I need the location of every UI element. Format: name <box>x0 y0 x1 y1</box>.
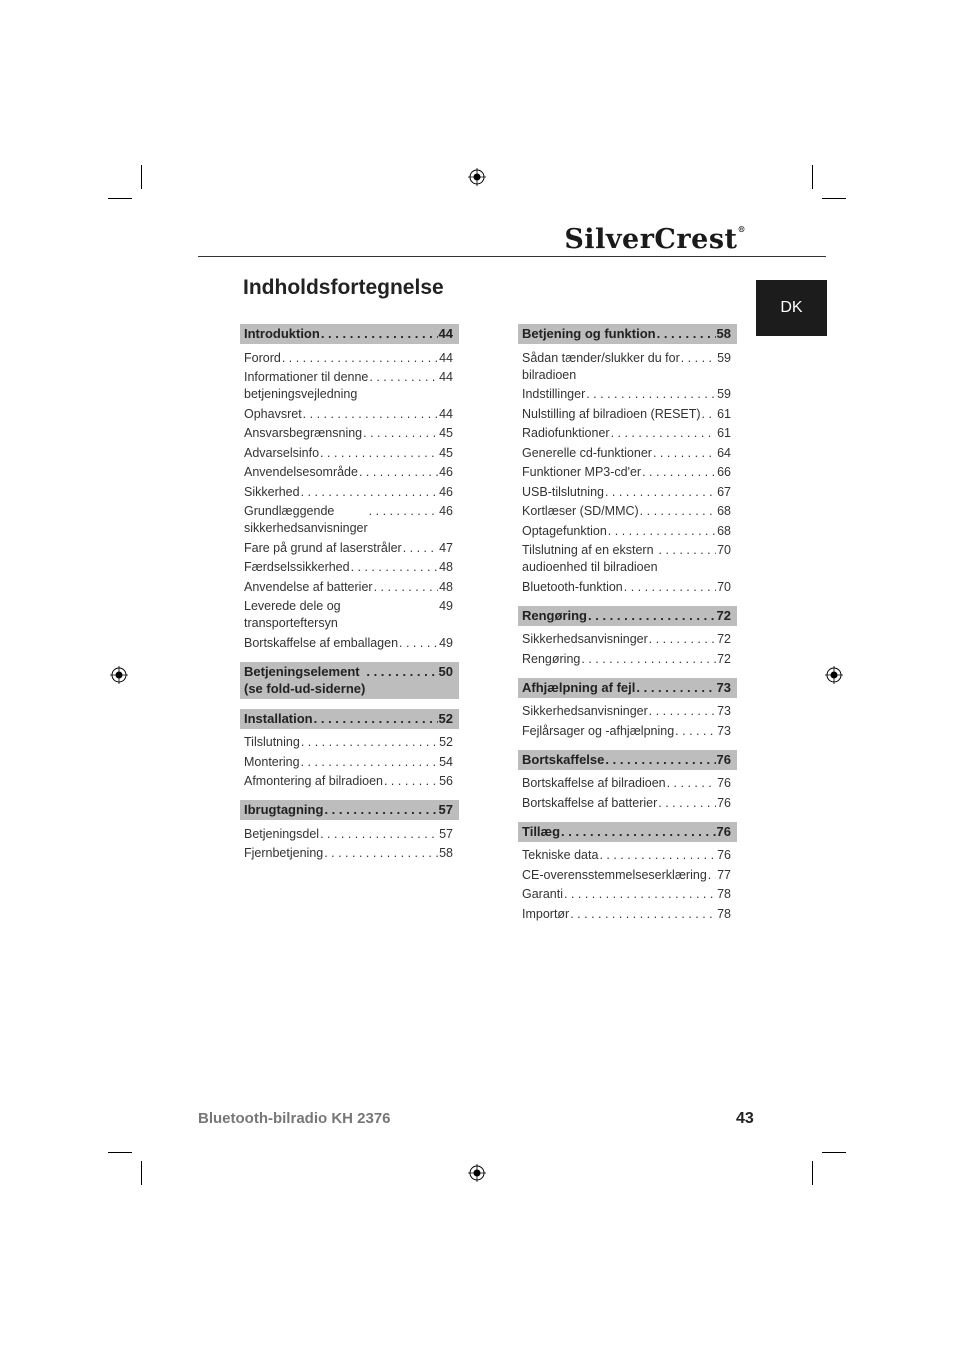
toc-section-header <box>518 678 737 698</box>
toc-entry <box>244 503 453 537</box>
crop-mark <box>108 198 132 199</box>
toc-entry <box>244 635 453 652</box>
toc-label: Bortskaffelse <box>522 751 605 767</box>
toc-section-title-row <box>522 751 731 768</box>
toc-entry <box>244 579 453 596</box>
toc-label: Montering <box>244 754 300 769</box>
toc-section-title-row <box>522 325 731 342</box>
toc-label: Ophavsret <box>244 406 302 421</box>
toc-page: 73 <box>717 723 731 738</box>
dot-leader <box>658 795 716 812</box>
toc-page: 61 <box>717 426 731 440</box>
toc-label: Informationer til denne betjeningsvejledning <box>244 370 369 401</box>
toc-section-title-row <box>244 663 453 697</box>
toc-label: Anvendelsesområde <box>244 465 358 479</box>
toc-entry <box>244 540 453 557</box>
toc-page: 61 <box>717 406 731 421</box>
toc-entry <box>522 406 731 423</box>
brand-silver: Silver <box>564 224 655 255</box>
toc-entry <box>244 445 453 462</box>
dot-leader <box>570 906 716 923</box>
dot-leader <box>366 663 437 697</box>
dot-leader <box>667 775 716 792</box>
toc-entry <box>522 425 731 442</box>
toc-page: 44 <box>439 370 453 384</box>
toc-page: 64 <box>717 445 731 460</box>
toc-page: 76 <box>717 795 731 810</box>
toc-page: 66 <box>717 465 731 479</box>
dot-leader <box>640 503 716 520</box>
toc-page: 76 <box>716 751 731 767</box>
toc-entry <box>522 523 731 540</box>
dot-leader <box>657 325 716 342</box>
toc-entries <box>240 820 459 862</box>
toc-label: Tillæg <box>522 823 561 839</box>
toc-entry <box>244 826 453 843</box>
toc-label: Rengøring <box>522 607 587 623</box>
toc-page: 73 <box>716 679 731 695</box>
crop-mark <box>812 1161 813 1185</box>
toc-entry <box>522 906 731 923</box>
toc-label: Ansvarsbegrænsning <box>244 426 363 440</box>
toc-entry <box>522 775 731 792</box>
toc-label: Fjernbetjening <box>244 846 324 860</box>
toc-entry <box>522 723 731 740</box>
dot-leader <box>351 559 439 576</box>
toc-entry <box>244 484 453 501</box>
toc-label: Radiofunktioner <box>522 426 610 440</box>
toc-entry <box>522 445 731 462</box>
crop-mark <box>108 1152 132 1153</box>
toc-label: Ibrugtagning <box>244 802 324 817</box>
toc-label: Tekniske data <box>522 848 599 862</box>
toc-entries <box>518 842 737 923</box>
toc-page: 77 <box>717 867 731 882</box>
toc-page: 58 <box>439 846 453 860</box>
toc-entry <box>244 406 453 423</box>
toc-column-left <box>240 324 459 872</box>
toc-page: 73 <box>717 704 731 718</box>
dot-leader <box>399 635 438 652</box>
toc-label: Indstillinger <box>522 387 586 401</box>
dot-leader <box>611 425 717 442</box>
dot-leader <box>653 445 716 462</box>
toc-label: Generelle cd-funktioner <box>522 445 652 460</box>
toc-page: 52 <box>439 735 453 749</box>
dot-leader <box>649 631 716 648</box>
toc-section <box>518 606 737 668</box>
brand-registered: ® <box>737 224 746 234</box>
toc-section <box>518 750 737 812</box>
toc-entry <box>522 631 731 648</box>
toc-page: 72 <box>717 651 731 666</box>
toc-page: 70 <box>717 579 731 594</box>
toc-page: 59 <box>717 387 731 401</box>
toc-entries <box>518 626 737 668</box>
registration-mark-icon <box>468 1164 486 1182</box>
toc-label: Fejlårsager og -afhjælpning <box>522 723 675 738</box>
dot-leader <box>624 579 716 596</box>
toc-label: USB-tilslutning <box>522 484 604 499</box>
dot-leader <box>320 445 438 462</box>
dot-leader <box>321 325 438 342</box>
dot-leader <box>681 350 716 384</box>
toc-page: 68 <box>717 504 731 518</box>
toc-entry <box>244 773 453 790</box>
dot-leader <box>608 523 716 540</box>
brand-crest: Crest <box>654 224 738 255</box>
toc-label: CE-overensstemmelseserklæring <box>522 867 707 882</box>
dot-leader <box>301 734 438 751</box>
toc-page: 78 <box>717 906 731 921</box>
dot-leader <box>599 847 716 864</box>
page-title: Indholdsfortegnelse <box>243 276 444 299</box>
toc-label: Rengøring <box>522 651 581 666</box>
toc-label: Anvendelse af batterier <box>244 579 373 594</box>
toc-label: Garanti <box>522 887 563 901</box>
toc-page: 76 <box>717 776 731 790</box>
toc-page: 49 <box>439 599 453 613</box>
toc-entries <box>518 698 737 740</box>
toc-page: 48 <box>439 560 453 574</box>
toc-page: 49 <box>439 635 453 650</box>
crop-mark <box>141 165 142 189</box>
toc-label: Forord <box>244 350 281 365</box>
dot-leader <box>324 801 437 818</box>
toc-label: Grundlæggende sikkerhedsanvisninger <box>244 504 368 535</box>
toc-label: Bortskaffelse af batterier <box>522 795 658 810</box>
toc-page: 54 <box>439 754 453 769</box>
dot-leader <box>282 350 438 367</box>
toc-page: 48 <box>439 579 453 594</box>
toc-label: Bortskaffelse af bilradioen <box>522 776 666 790</box>
toc-entry <box>522 579 731 596</box>
toc-section-title-row <box>244 325 453 342</box>
toc-entry <box>244 350 453 367</box>
dot-leader <box>586 386 716 403</box>
dot-leader <box>324 845 438 862</box>
toc-section <box>518 678 737 740</box>
dot-leader <box>564 886 716 903</box>
toc-entry <box>244 559 453 576</box>
toc-page: 46 <box>439 504 453 518</box>
toc-section-header <box>240 324 459 344</box>
toc-column-right <box>518 324 737 933</box>
toc-label: Afmontering af bilradioen <box>244 774 383 788</box>
toc-page: 78 <box>717 887 731 901</box>
toc-entry <box>522 503 731 520</box>
toc-section-title-row <box>244 710 453 727</box>
toc-entry <box>244 598 453 632</box>
toc-label: Bortskaffelse af emballagen <box>244 635 399 650</box>
toc-section-title-row <box>522 607 731 624</box>
toc-page: 52 <box>438 710 453 726</box>
toc-label: Tilslutning <box>244 735 300 749</box>
toc-entries <box>518 344 737 596</box>
toc-label: Introduktion <box>244 326 320 341</box>
dot-leader <box>649 703 716 720</box>
toc-page: 50 <box>438 663 453 679</box>
crop-mark <box>822 198 846 199</box>
toc-section <box>240 662 459 699</box>
crop-mark <box>812 165 813 189</box>
toc-label: Importør <box>522 906 570 921</box>
toc-section-header <box>518 606 737 626</box>
dot-leader <box>301 754 439 771</box>
toc-label: Kortlæser (SD/MMC) <box>522 504 639 518</box>
toc-label: Leverede dele og transporteftersyn <box>244 599 341 630</box>
toc-label: Installation <box>244 710 313 726</box>
dot-leader <box>702 406 717 423</box>
toc-section <box>518 324 737 596</box>
toc-page: 57 <box>438 802 453 817</box>
dot-leader <box>642 464 716 481</box>
toc-page: 59 <box>717 350 731 365</box>
toc-page: 76 <box>716 823 731 839</box>
toc-entry <box>244 754 453 771</box>
toc-entry <box>244 845 453 862</box>
toc-label: Sikkerhedsanvisninger <box>522 632 648 646</box>
toc-entry <box>522 484 731 501</box>
toc-label: Fare på grund af laserstråler <box>244 540 402 555</box>
toc-entry <box>522 386 731 403</box>
toc-page: 45 <box>439 426 453 440</box>
toc-section <box>240 324 459 652</box>
dot-leader <box>605 751 715 768</box>
toc-label: Betjening og funktion <box>522 326 656 341</box>
toc-label: Tilslutning af en ekstern audioenhed til bilradioen <box>522 543 658 574</box>
toc-page: 46 <box>439 465 453 479</box>
toc-section-header <box>240 662 459 699</box>
toc-page: 57 <box>439 826 453 841</box>
footer-product-title: Bluetooth-bilradio KH 2376 <box>198 1110 391 1127</box>
toc-section-header <box>240 709 459 729</box>
toc-entry <box>522 350 731 384</box>
toc-section-title-row <box>244 801 453 818</box>
toc-section-header <box>518 750 737 770</box>
toc-entry <box>522 886 731 903</box>
toc-section-title-row <box>522 823 731 840</box>
toc-entry <box>244 734 453 751</box>
crop-mark <box>822 1152 846 1153</box>
toc-entry <box>522 542 731 576</box>
dot-leader <box>359 464 438 481</box>
toc-entry <box>522 651 731 668</box>
header-rule <box>198 256 826 257</box>
dot-leader <box>369 503 438 537</box>
toc-label: Funktioner MP3-cd'er <box>522 465 642 479</box>
toc-entry <box>522 795 731 812</box>
toc-entry <box>244 425 453 442</box>
toc-entry <box>522 867 731 884</box>
toc-entry <box>522 703 731 720</box>
dot-leader <box>303 406 438 423</box>
dot-leader <box>708 867 716 884</box>
dot-leader <box>561 823 715 840</box>
registration-mark-icon <box>468 168 486 186</box>
toc-entry <box>244 369 453 403</box>
toc-section-title-row <box>522 679 731 696</box>
toc-label: Afhjælpning af fejl <box>522 679 636 695</box>
toc-page: 45 <box>439 445 453 460</box>
toc-label: Sikkerhed <box>244 484 300 499</box>
brand-logo <box>564 224 746 255</box>
dot-leader <box>588 607 716 624</box>
registration-mark-icon <box>110 666 128 684</box>
toc-section <box>240 709 459 791</box>
dot-leader <box>314 710 438 727</box>
toc-page: 44 <box>439 406 453 421</box>
toc-page: 70 <box>717 543 731 557</box>
language-tab: DK <box>756 280 827 336</box>
toc-section-header <box>240 800 459 820</box>
toc-page: 44 <box>439 350 453 365</box>
dot-leader <box>659 542 717 576</box>
toc-page: 58 <box>716 326 731 341</box>
dot-leader <box>605 484 716 501</box>
toc-label: Betjeningselement (se fold-ud-siderne) <box>244 663 366 696</box>
crop-mark <box>141 1161 142 1185</box>
toc-page: 47 <box>439 540 453 555</box>
toc-label: Nulstilling af bilradioen (RESET) <box>522 406 701 421</box>
toc-section-header <box>518 324 737 344</box>
dot-leader <box>675 723 716 740</box>
toc-entries <box>518 770 737 812</box>
toc-page: 76 <box>717 848 731 862</box>
toc-label: Færdselssikkerhed <box>244 560 350 574</box>
toc-label: Optagefunktion <box>522 523 607 538</box>
dot-leader <box>403 540 438 557</box>
toc-entries <box>240 729 459 791</box>
toc-section-header <box>518 822 737 842</box>
toc-entry <box>244 464 453 481</box>
dot-leader <box>384 773 438 790</box>
toc-page: 46 <box>439 484 453 499</box>
toc-page: 44 <box>438 326 453 341</box>
toc-page: 68 <box>717 523 731 538</box>
toc-label: Sikkerhedsanvisninger <box>522 704 648 718</box>
toc-page: 56 <box>439 774 453 788</box>
toc-page: 72 <box>717 632 731 646</box>
toc-page: 67 <box>717 484 731 499</box>
dot-leader <box>369 369 438 403</box>
toc-section <box>518 822 737 923</box>
toc-page: 72 <box>716 607 731 623</box>
dot-leader <box>363 425 438 442</box>
toc-entry <box>522 464 731 481</box>
dot-leader <box>301 484 439 501</box>
toc-label: Advarselsinfo <box>244 445 320 460</box>
toc-label: Bluetooth-funktion <box>522 579 623 594</box>
dot-leader <box>636 679 715 696</box>
toc-entry <box>522 847 731 864</box>
registration-mark-icon <box>825 666 843 684</box>
dot-leader <box>581 651 716 668</box>
dot-leader <box>374 579 439 596</box>
toc-section <box>240 800 459 862</box>
toc-label: Sådan tænder/slukker du for bilradioen <box>522 350 680 382</box>
dot-leader <box>320 826 438 843</box>
page-number: 43 <box>736 1110 754 1127</box>
toc-entries <box>240 344 459 652</box>
toc-label: Betjeningsdel <box>244 826 320 841</box>
